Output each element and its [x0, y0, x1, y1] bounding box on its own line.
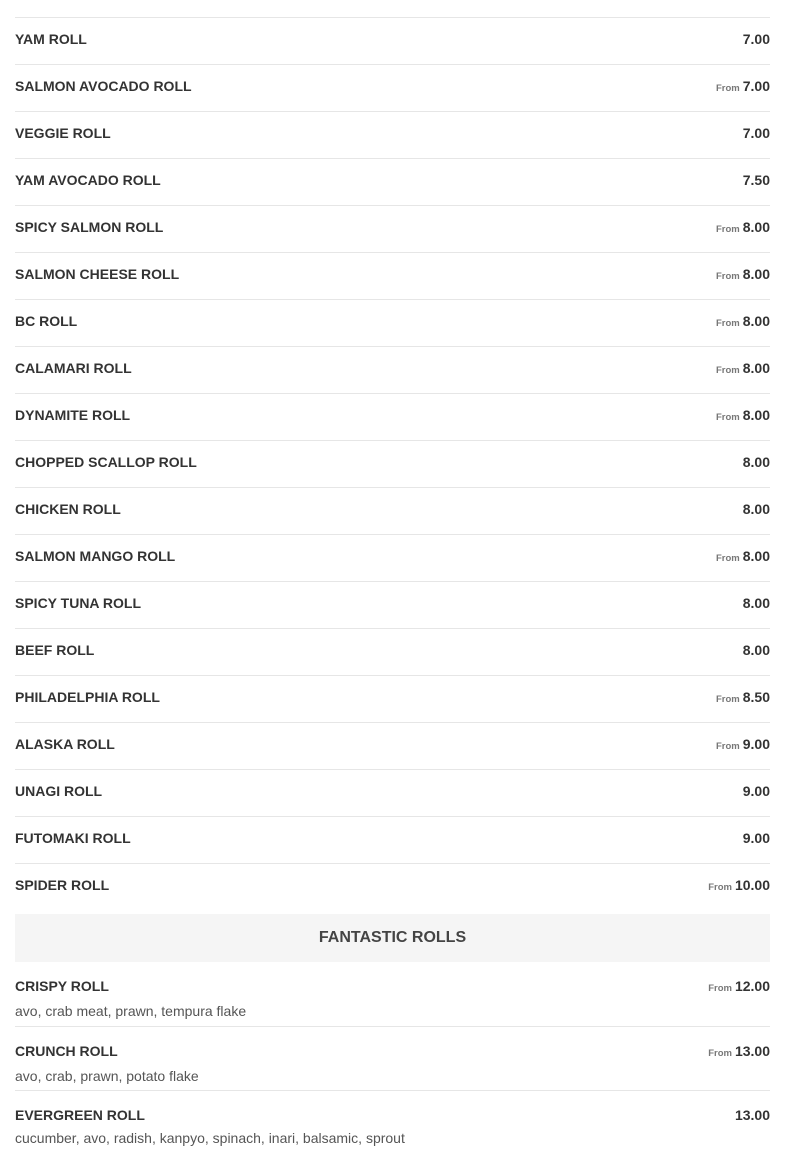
item-name: SALMON MANGO ROLL	[15, 548, 176, 564]
menu-item-row[interactable]	[15, 769, 770, 816]
price-from-label: From	[716, 694, 740, 705]
menu-item-row[interactable]	[15, 346, 770, 393]
item-header-line	[15, 1107, 770, 1124]
price-from-label: From	[716, 365, 740, 376]
item-name: CHICKEN ROLL	[15, 501, 121, 517]
item-price-group	[743, 172, 770, 189]
item-price-group	[743, 642, 770, 659]
item-description: cucumber, avo, radish, kanpyo, spinach, inari, balsamic, sprout	[15, 1130, 405, 1146]
item-name: PHILADELPHIA ROLL	[15, 689, 160, 705]
item-header-line	[15, 978, 770, 997]
item-price: 9.00	[742, 783, 770, 799]
item-price-group	[716, 78, 770, 97]
item-price: 8.50	[742, 689, 770, 705]
item-price: 8.00	[742, 454, 770, 470]
item-name: FUTOMAKI ROLL	[15, 830, 131, 846]
price-from-label: From	[716, 318, 740, 329]
item-price-group	[716, 313, 770, 332]
menu-item-row[interactable]	[15, 205, 770, 252]
item-price-group	[708, 1043, 770, 1062]
item-name: CALAMARI ROLL	[15, 360, 132, 376]
item-price-group	[708, 877, 770, 896]
menu-item-row[interactable]	[15, 487, 770, 534]
item-name: VEGGIE ROLL	[15, 125, 111, 141]
item-price-group	[743, 31, 770, 48]
item-price: 8.00	[742, 548, 770, 564]
item-name: YAM AVOCADO ROLL	[15, 172, 161, 188]
item-price: 13.00	[734, 1107, 770, 1123]
item-name: SPICY TUNA ROLL	[15, 595, 142, 611]
item-price-group	[743, 454, 770, 471]
item-price-group	[743, 125, 770, 142]
menu-item-row[interactable]	[15, 722, 770, 769]
price-from-label: From	[716, 553, 740, 564]
menu-item-row[interactable]	[15, 534, 770, 581]
item-name: CRISPY ROLL	[15, 978, 109, 994]
item-name: YAM ROLL	[15, 31, 87, 47]
item-price: 8.00	[742, 501, 770, 517]
menu-item-row[interactable]	[15, 393, 770, 440]
item-price-group	[716, 736, 770, 755]
item-price: 7.50	[742, 172, 770, 188]
item-name: UNAGI ROLL	[15, 783, 103, 799]
item-name: SALMON AVOCADO ROLL	[15, 78, 192, 94]
item-price-group	[708, 978, 770, 997]
menu-list	[15, 0, 770, 1154]
item-price-group	[743, 595, 770, 612]
menu-item-row[interactable]	[15, 252, 770, 299]
item-price: 8.00	[742, 313, 770, 329]
item-price-group	[716, 266, 770, 285]
item-price: 7.00	[742, 31, 770, 47]
menu-item-row[interactable]	[15, 111, 770, 158]
item-price: 8.00	[742, 219, 770, 235]
price-from-label: From	[716, 224, 740, 235]
item-price-group	[735, 1107, 770, 1124]
item-price: 9.00	[742, 830, 770, 846]
item-name: EVERGREEN ROLL	[15, 1107, 145, 1123]
item-price: 8.00	[742, 266, 770, 282]
item-price: 8.00	[742, 407, 770, 423]
roll-items	[15, 17, 770, 910]
price-from-label: From	[708, 983, 732, 994]
menu-item-row[interactable]	[15, 299, 770, 346]
item-price: 8.00	[742, 360, 770, 376]
menu-item-row[interactable]	[15, 816, 770, 863]
price-from-label: From	[716, 412, 740, 423]
price-from-label: From	[716, 741, 740, 752]
item-price-group	[716, 689, 770, 708]
item-price-group	[716, 548, 770, 567]
item-name: BEEF ROLL	[15, 642, 95, 658]
menu-item-row[interactable]	[15, 962, 770, 1026]
item-price-group	[743, 501, 770, 518]
menu-item-row[interactable]	[15, 440, 770, 487]
menu-item-row[interactable]	[15, 581, 770, 628]
item-price: 7.00	[742, 125, 770, 141]
item-price: 10.00	[734, 877, 770, 893]
menu-item-row[interactable]	[15, 158, 770, 205]
item-description: avo, crab, prawn, potato flake	[15, 1068, 199, 1084]
item-name: ALASKA ROLL	[15, 736, 115, 752]
item-name: SPICY SALMON ROLL	[15, 219, 164, 235]
item-name: DYNAMITE ROLL	[15, 407, 131, 423]
item-name: CRUNCH ROLL	[15, 1043, 118, 1059]
item-price-group	[743, 830, 770, 847]
menu-item-row[interactable]	[15, 17, 770, 64]
price-from-label: From	[716, 83, 740, 94]
item-price: 13.00	[734, 1043, 770, 1059]
item-header-line	[15, 1043, 770, 1062]
price-from-label: From	[708, 882, 732, 893]
menu-item-row[interactable]	[15, 675, 770, 722]
item-price: 12.00	[734, 978, 770, 994]
item-price-group	[743, 783, 770, 800]
item-price: 7.00	[742, 78, 770, 94]
item-name: SPIDER ROLL	[15, 877, 110, 893]
price-from-label: From	[708, 1048, 732, 1059]
price-from-label: From	[716, 271, 740, 282]
item-name: BC ROLL	[15, 313, 78, 329]
menu-item-row[interactable]	[15, 64, 770, 111]
item-price: 9.00	[742, 736, 770, 752]
item-price-group	[716, 407, 770, 426]
fantastic-roll-items	[15, 962, 770, 1154]
menu-item-row[interactable]	[15, 1090, 770, 1154]
item-price: 8.00	[742, 642, 770, 658]
section-header-fantastic-rolls	[15, 914, 770, 962]
menu-item-row[interactable]	[15, 1026, 770, 1090]
item-price: 8.00	[742, 595, 770, 611]
section-title: FANTASTIC ROLLS	[318, 929, 467, 946]
item-price-group	[716, 360, 770, 379]
menu-item-row[interactable]	[15, 863, 770, 910]
item-name: SALMON CHEESE ROLL	[15, 266, 180, 282]
item-price-group	[716, 219, 770, 238]
item-description: avo, crab meat, prawn, tempura flake	[15, 1003, 247, 1019]
item-name: CHOPPED SCALLOP ROLL	[15, 454, 197, 470]
menu-item-row[interactable]	[15, 628, 770, 675]
